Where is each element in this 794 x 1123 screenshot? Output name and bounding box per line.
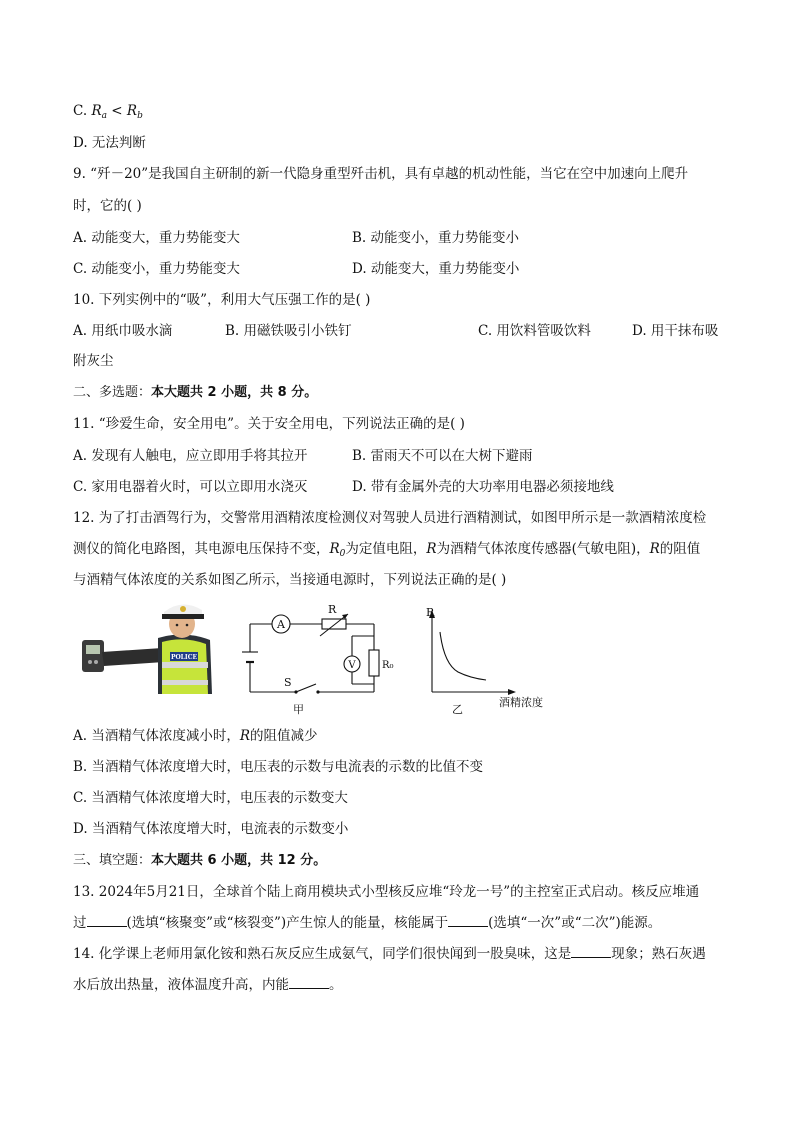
resistance-concentration-graph bbox=[418, 600, 558, 718]
q11-stem: 11. “珍爱生命，安全用电”。关于安全用电，下列说法正确的是( ) bbox=[73, 416, 465, 432]
fixed-resistor-label: R₀ bbox=[382, 660, 394, 671]
q13-stem-line2: 过 (选填“核聚变”或“核裂变”)产生惊人的能量，核能属于 (选填“一次”或“二次”)能源。 bbox=[73, 915, 662, 931]
q12-stem-line2: 测仪的简化电路图，其电源电压保持不变，$R_0$为定值电阻，R为酒精气体浓度传感器(气敏电阻)，R的阻值 bbox=[73, 541, 701, 559]
q12-option-a: A. 当酒精气体浓度减小时，R的阻值减少 bbox=[73, 728, 318, 744]
q12-stem-line1: 12. 为了打击酒驾行为，交警常用酒精浓度检测仪对驾驶人员进行酒精测试，如图甲所示是一款酒精浓度检 bbox=[73, 510, 707, 526]
q12-option-b: B. 当酒精气体浓度增大时，电压表的示数与电流表的示数的比值不变 bbox=[73, 759, 484, 775]
q14-stem-line1: 14. 化学课上老师用氯化铵和熟石灰反应生成氨气，同学们很快闻到一股臭味，这是 现象；熟石灰遇 bbox=[73, 946, 706, 962]
q8-option-d: D. 无法判断 bbox=[73, 135, 146, 151]
police-photo bbox=[78, 600, 214, 694]
q11-option-c: C. 家用电器着火时，可以立即用水浇灭 bbox=[73, 479, 308, 495]
graph-x-label: 酒精浓度 bbox=[499, 696, 543, 709]
q10-option-b: B. 用磁铁吸引小铁钉 bbox=[225, 323, 352, 339]
q12-option-c: C. 当酒精气体浓度增大时，电压表的示数变大 bbox=[73, 790, 348, 806]
police-arm bbox=[102, 648, 164, 666]
sensor-resistor bbox=[322, 619, 346, 629]
breathalyzer-device bbox=[82, 640, 104, 672]
circuit-diagram bbox=[236, 600, 394, 718]
svg-text:A: A bbox=[277, 618, 285, 631]
figure-jia-label: 甲 bbox=[293, 703, 304, 716]
q12-option-d: D. 当酒精气体浓度增大时，电流表的示数变小 bbox=[73, 821, 349, 837]
graph-y-label: R bbox=[426, 606, 435, 619]
q10-option-d: D. 用干抹布吸 bbox=[632, 323, 719, 339]
section-heading-multiple-choice: 二、多选题：本大题共 2 小题，共 8 分。 bbox=[73, 385, 318, 400]
q9-option-d: D. 动能变大，重力势能变小 bbox=[352, 261, 520, 277]
x-axis-arrow bbox=[508, 689, 516, 695]
q13-blank-1[interactable] bbox=[87, 914, 127, 927]
q10-option-d-continued: 附灰尘 bbox=[73, 353, 114, 369]
q14-stem-line2: 水后放出热量，液体温度升高，内能 。 bbox=[73, 977, 343, 993]
q13-blank-2[interactable] bbox=[448, 914, 488, 927]
figure-yi-label: 乙 bbox=[452, 703, 463, 716]
q11-option-b: B. 雷雨天不可以在大树下避雨 bbox=[352, 448, 533, 464]
q14-blank-1[interactable] bbox=[571, 945, 611, 958]
q10-stem: 10. 下列实例中的“吸”，利用大气压强工作的是( ) bbox=[73, 292, 371, 308]
q11-option-a: A. 发现有人触电，应立即用手将其拉开 bbox=[73, 448, 308, 464]
q14-blank-2[interactable] bbox=[289, 976, 329, 989]
fixed-resistor bbox=[369, 650, 379, 676]
q9-stem-line1: 9. “歼－20”是我国自主研制的新一代隐身重型歼击机，具有卓越的机动性能，当它在空中加速向上爬升 bbox=[73, 166, 689, 182]
q9-option-c: C. 动能变小，重力势能变大 bbox=[73, 261, 240, 277]
q11-option-d: D. 带有金属外壳的大功率用电器必须接地线 bbox=[352, 479, 614, 495]
q9-option-b: B. 动能变小，重力势能变小 bbox=[352, 230, 520, 246]
q13-stem-line1: 13. 2024年5月21日，全球首个陆上商用模块式小型核反应堆“玲龙一号”的主控室正式启动。核反应堆通 bbox=[73, 884, 700, 900]
q9-stem-line2: 时，它的( ) bbox=[73, 198, 142, 214]
switch-label: S bbox=[284, 676, 292, 689]
q10-option-a: A. 用纸巾吸水滴 bbox=[73, 323, 173, 339]
switch-icon bbox=[296, 684, 316, 692]
police-label: POLICE bbox=[170, 654, 198, 661]
q12-stem-line3: 与酒精气体浓度的关系如图乙所示，当接通电源时，下列说法正确的是( ) bbox=[73, 572, 507, 588]
sensor-label: R bbox=[328, 603, 337, 616]
graph-curve bbox=[440, 632, 486, 680]
q8-option-c: C. $R_a < R_b$ bbox=[73, 103, 143, 121]
q9-option-a: A. 动能变大，重力势能变大 bbox=[73, 230, 240, 246]
q10-option-c: C. 用饮料管吸饮料 bbox=[478, 323, 591, 339]
section-heading-fill-in: 三、填空题：本大题共 6 小题，共 12 分。 bbox=[73, 853, 327, 868]
svg-text:V: V bbox=[348, 660, 356, 671]
